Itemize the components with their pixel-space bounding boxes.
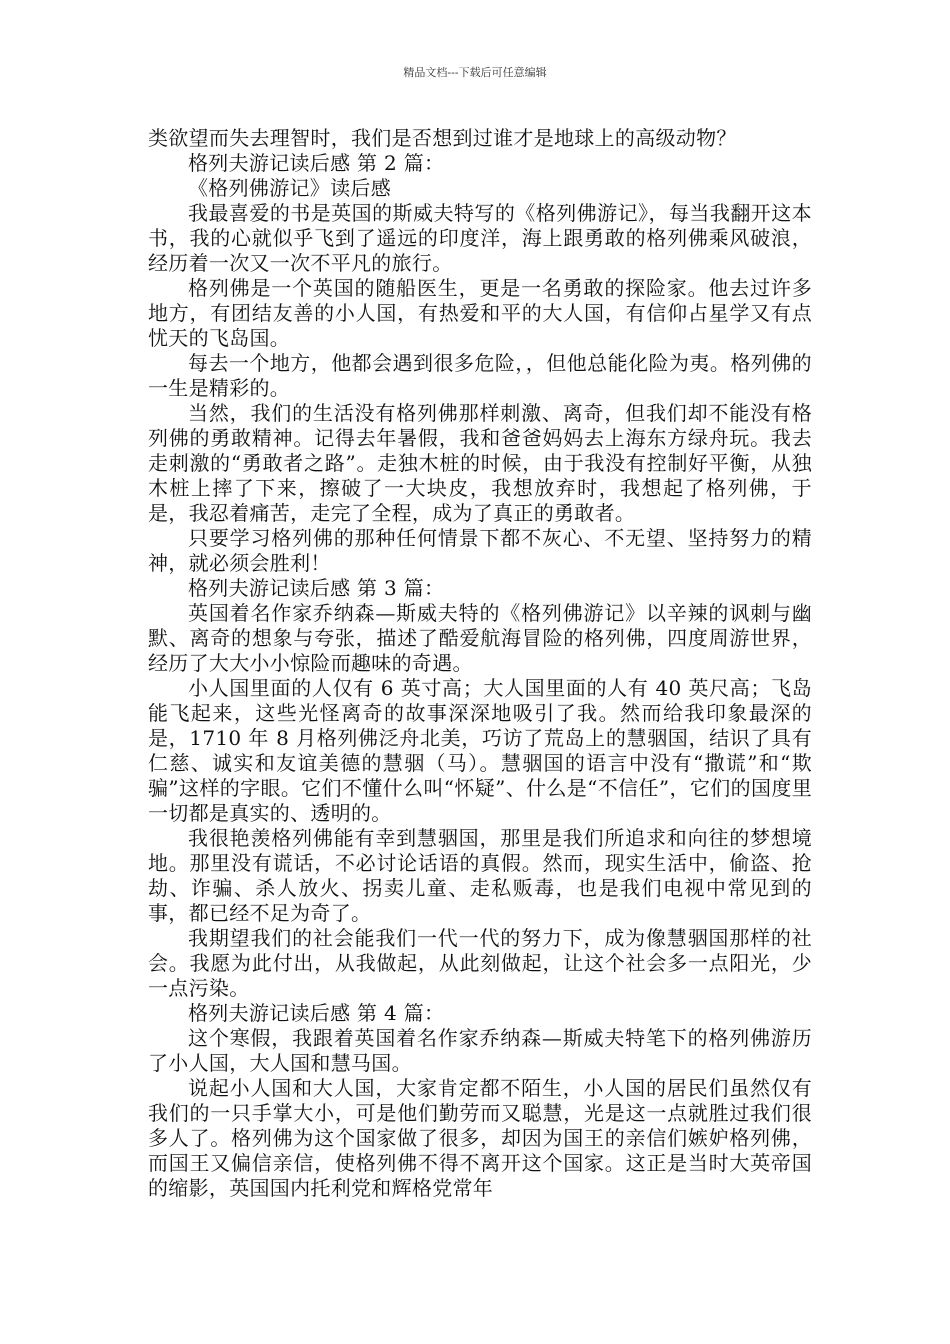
- paragraph: 我最喜爱的书是英国的斯威夫特写的《格列佛游记》，每当我翻开这本书，我的心就似乎飞到了遥远的印度洋，海上跟勇敢的格列佛乘风破浪，经历着一次又一次不平凡的旅行。: [148, 201, 812, 275]
- paragraph: 只要学习格列佛的那种任何情景下都不灰心、不无望、坚持努力的精神，就必须会胜利！: [148, 526, 812, 575]
- page-header: 精品文档---下载后可任意编辑: [403, 66, 547, 79]
- document-body: [148, 126, 812, 1201]
- paragraph: 每去一个地方，他都会遇到很多危险，，但他总能化险为夷。格列佛的一生是精彩的。: [148, 351, 812, 400]
- paragraph: 当然，我们的生活没有格列佛那样刺激、离奇，但我们却不能没有格列佛的勇敢精神。记得去年暑假，我和爸爸妈妈去上海东方绿舟玩。我去走刺激的“勇敢者之路”。走独木桩的时候，由于我没有控制好平衡，从独木桩上摔了下来，擦破了一大块皮，我想放弃时，我想起了格列佛，于是，我忍着痛苦，走完了全程，成为了真正的勇敢者。: [148, 401, 812, 525]
- paragraph: 格列佛是一个英国的随船医生，更是一名勇敢的探险家。他去过许多地方，有团结友善的小人国，有热爱和平的大人国，有信仰占星学又有点忧天的飞岛国。: [148, 276, 812, 350]
- paragraph: 英国着名作家乔纳森—斯威夫特的《格列佛游记》以辛辣的讽刺与幽默、离奇的想象与夸张，描述了酷爱航海冒险的格列佛，四度周游世界，经历了大大小小惊险而趣味的奇遇。: [148, 601, 812, 675]
- paragraph: 我期望我们的社会能我们一代一代的努力下，成为像慧骃国那样的社会。我愿为此付出，从我做起，从此刻做起，让这个社会多一点阳光，少一点污染。: [148, 926, 812, 1000]
- section-heading-2: 格列夫游记读后感 第 2 篇：: [188, 151, 445, 175]
- paragraph: 我很艳羡格列佛能有幸到慧骃国，那里是我们所追求和向往的梦想境地。那里没有谎话，不必讨论话语的真假。然而，现实生活中，偷盗、抢劫、诈骗、杀人放火、拐卖儿童、走私贩毒，也是我们电视中常见到的事，都已经不足为奇了。: [148, 826, 812, 925]
- paragraph: 小人国里面的人仅有 6 英寸高；大人国里面的人有 40 英尺高；飞岛能飞起来，这些光怪离奇的故事深深地吸引了我。然而给我印象最深的是，1710 年 8 月格列佛泛舟北美，巧访了荒岛上的慧骃国，结识了具有仁慈、诚实和友谊美德的慧骃（马）。慧骃国的语言中没有“撒谎”和“欺骗”这样的字眼。它们不懂什么叫“怀疑”、什么是“不信任”，它们的国度里一切都是真实的、透明的。: [148, 676, 812, 825]
- section-heading-3: 格列夫游记读后感 第 3 篇：: [188, 576, 445, 600]
- essay-title: 《格列佛游记》读后感: [188, 176, 391, 200]
- paragraph-continuation: 类欲望而失去理智时，我们是否想到过谁才是地球上的高级动物？: [148, 126, 737, 150]
- section-heading-4: 格列夫游记读后感 第 4 篇：: [188, 1001, 445, 1025]
- paragraph: 说起小人国和大人国，大家肯定都不陌生，小人国的居民们虽然仅有我们的一只手掌大小，可是他们勤劳而又聪慧，光是这一点就胜过我们很多人了。格列佛为这个国家做了很多，却因为国王的亲信们嫉妒格列佛，而国王又偏信亲信，使格列佛不得不离开这个国家。这正是当时大英帝国的缩影，英国国内托利党和辉格党常年: [148, 1076, 812, 1200]
- paragraph: 这个寒假，我跟着英国着名作家乔纳森—斯威夫特笔下的格列佛游历了小人国，大人国和慧马国。: [148, 1026, 812, 1075]
